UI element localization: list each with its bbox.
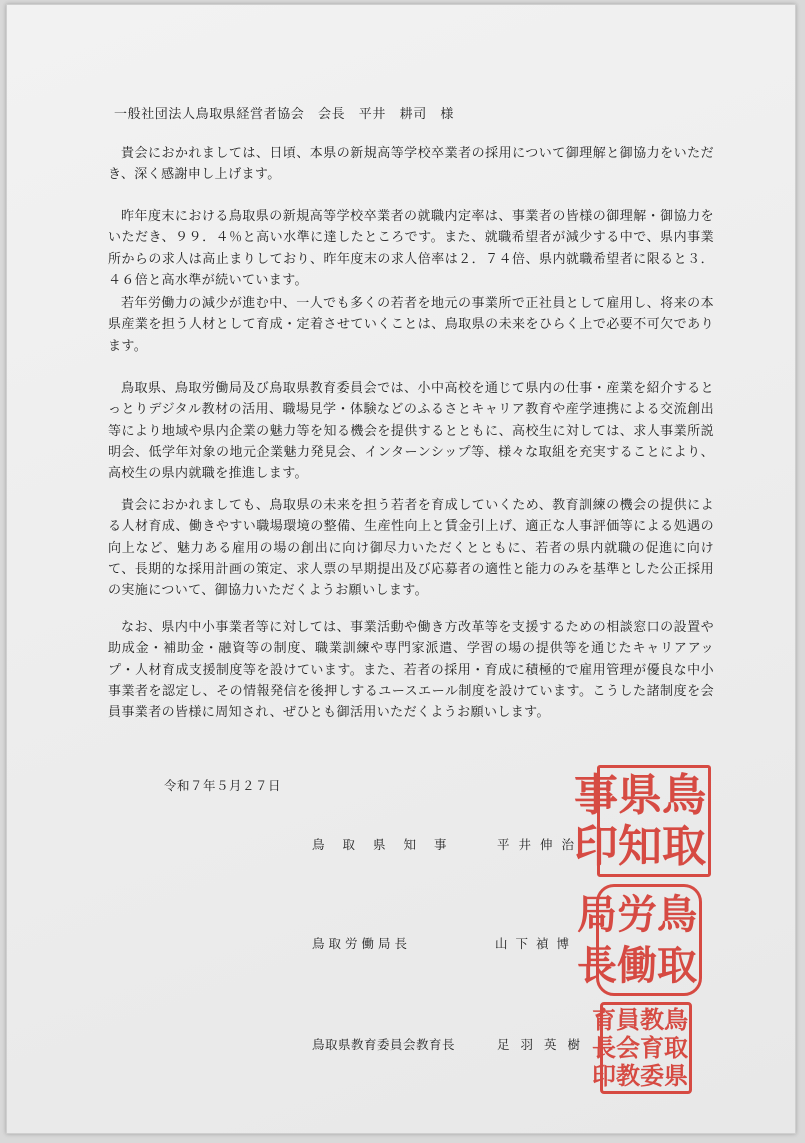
seal-character: 会 — [616, 1033, 640, 1062]
paragraph: 鳥取県、鳥取労働局及び鳥取県教育委員会では、小中高校を通じて県内の仕事・産業を紹介するとっとりデジタル教材の活用、職場見学・体験などのふるさとキャリア教育や産学連携による交流創出等により地域や県内企業の魅力等を知る機会を提供するとともに、高校生に対しては、求人事業所説明会、低学年対象の地元企業魅力発見会、インターンシップ等、様々な取組を充実することにより、高校生の県内就職を推進します。 — [108, 381, 714, 482]
governor-seal — [574, 765, 711, 877]
signatory-name: 平井伸治 — [497, 837, 584, 852]
seal-character: 知 — [618, 820, 662, 872]
signatory-title: 鳥取県教育委員会教育長 — [312, 1037, 456, 1052]
seal-character: 長 — [592, 1033, 616, 1062]
education-board-seal — [592, 1002, 692, 1094]
seal-character: 員 — [616, 1005, 640, 1034]
seal-character: 鳥 — [662, 769, 706, 821]
seal-character: 教 — [616, 1061, 640, 1090]
signatory-title: 鳥取労働局長 — [312, 936, 412, 951]
paragraph: 若年労働力の減少が進む中、一人でも多くの若者を地元の事業所で正社員として雇用し、将来の本県産業を担う人材として育成・定着させていくことは、鳥取県の未来をひらく上で必要不可欠であります。 — [108, 296, 714, 354]
paragraph: 貴会におかれましても、鳥取県の未来を担う若者を育成していくため、教育訓練の機会の提供による人材育成、働きやすい職場環境の整備、生産性向上と賃金引上げ、適正な人事評価等による処遇の向上など、魅力ある雇用の場の創出に向け御尽力いただくとともに、若者の県内就職の促進に向けて、長期的な採用計画の策定、求人票の早期提出及び応募者の適性と能力のみを基準とした公正採用の実施について、御協力いただくようお願いします。 — [108, 498, 714, 599]
seal-character: 局 — [577, 890, 617, 938]
signatory-name: 山下禎博 — [495, 936, 578, 951]
seal-character: 取 — [657, 941, 697, 989]
seal-character: 委 — [640, 1061, 664, 1090]
seal-character: 労 — [617, 890, 657, 938]
seal-character: 印 — [574, 820, 618, 872]
seal-character: 鳥 — [664, 1005, 688, 1034]
seal-character: 県 — [664, 1061, 688, 1090]
seal-character: 印 — [592, 1061, 616, 1090]
paragraph: なお、県内中小事業者等に対しては、事業活動や働き方改革等を支援するための相談窓口の設置や助成金・補助金・融資等の制度、職業訓練や専門家派遣、学習の場の提供等を通じたキャリアアップ・人材育成支援制度等を設けています。また、若者の採用・育成に積極的で雇用管理が優良な中小事業者を認定し、その情報発信を後押しするユースエール制度を設けています。こうした諸制度を会員事業者の皆様に周知され、ぜひとも御活用いただくようお願いします。 — [108, 620, 714, 721]
seal-character: 教 — [640, 1005, 664, 1034]
seal-character: 長 — [577, 941, 617, 989]
seal-character: 取 — [662, 820, 706, 872]
seal-character: 取 — [664, 1033, 688, 1062]
seal-character: 事 — [574, 769, 618, 821]
seal-character: 鳥 — [657, 890, 697, 938]
seal-character: 育 — [640, 1033, 664, 1062]
addressee-line: 一般社団法人鳥取県経営者協会 会長 平井 耕司 様 — [114, 107, 455, 122]
labour-bureau-seal — [577, 884, 702, 996]
seal-character: 県 — [618, 769, 662, 821]
paragraph: 昨年度末における鳥取県の新規高等学校卒業者の就職内定率は、事業者の皆様の御理解・御協力をいただき、９９．４％と高い水準に達したところです。また、就職希望者が減少する中で、県内事業所からの求人は高止まりしており、昨年度末の求人倍率は２．７４倍、県内就職希望者に限ると３．４６倍と高水準が続いています。 — [108, 209, 714, 288]
signatory-title: 鳥取県知事 — [312, 837, 465, 852]
signatory-name: 足羽英樹 — [497, 1037, 592, 1052]
date-line: 令和７年５月２７日 — [164, 778, 282, 793]
seal-character: 育 — [592, 1005, 616, 1034]
paragraph: 貴会におかれましては、日頃、本県の新規高等学校卒業者の採用について御理解と御協力をいただき、深く感謝申し上げます。 — [108, 146, 714, 183]
seal-character: 働 — [617, 941, 657, 989]
